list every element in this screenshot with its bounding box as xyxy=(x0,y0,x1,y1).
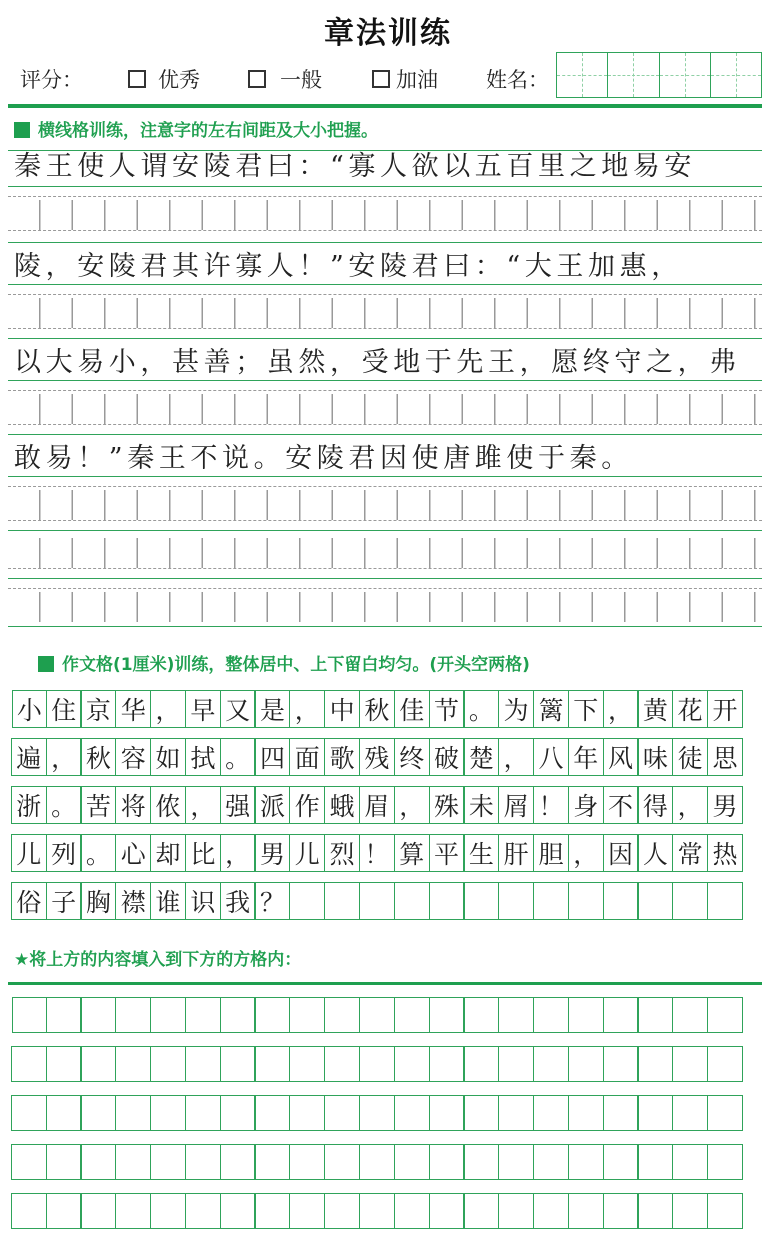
grid-cell: 拭 xyxy=(185,738,221,776)
section2-heading-text: 作文格(1厘米)训练，整体居中、上下留白均匀。(开头空两格) xyxy=(62,655,530,675)
composition-grid xyxy=(12,690,743,920)
blank-grid-cell[interactable] xyxy=(254,1095,290,1131)
blank-grid-cell[interactable] xyxy=(359,1144,395,1180)
blank-grid-cell[interactable] xyxy=(12,997,47,1033)
grid-cell: 小 xyxy=(12,690,47,728)
name-input-grid[interactable] xyxy=(556,52,762,98)
blank-grid-cell[interactable] xyxy=(637,1193,673,1229)
grid-cell: 因 xyxy=(603,834,639,872)
name-cell[interactable] xyxy=(711,53,761,97)
grid-cell: ， xyxy=(498,738,534,776)
grid-cell: 胸 xyxy=(80,882,116,920)
grid-cell: 遍 xyxy=(11,738,47,776)
blank-grid-cell[interactable] xyxy=(498,1095,534,1131)
blank-grid-cell[interactable] xyxy=(707,997,743,1033)
grid-cell: 比 xyxy=(185,834,221,872)
blank-grid-cell[interactable] xyxy=(463,1193,499,1229)
blank-grid-cell[interactable] xyxy=(707,1046,743,1082)
grid-cell: 楚 xyxy=(463,738,499,776)
grid-cell: 殊 xyxy=(429,786,465,824)
grid-cell: 儿 xyxy=(289,834,325,872)
blank-grid-cell[interactable] xyxy=(289,1144,325,1180)
grid-cell: 歌 xyxy=(324,738,360,776)
blank-grid-cell[interactable] xyxy=(115,1144,151,1180)
blank-grid-cell[interactable] xyxy=(672,1193,708,1229)
option-try-harder: 加油 xyxy=(396,68,438,92)
grid-cell: 儿 xyxy=(11,834,47,872)
blank-grid-cell[interactable] xyxy=(289,1046,325,1082)
grid-cell: 是 xyxy=(254,690,290,728)
blank-grid-cell[interactable] xyxy=(11,1046,47,1082)
blank-grid-cell[interactable] xyxy=(115,1095,151,1131)
blank-grid-cell[interactable] xyxy=(324,1144,360,1180)
blank-grid-cell[interactable] xyxy=(185,1144,221,1180)
blank-grid-cell[interactable] xyxy=(637,1046,673,1082)
blank-grid-cell[interactable] xyxy=(394,1095,430,1131)
grid-cell: 男 xyxy=(254,834,290,872)
grid-cell: 肝 xyxy=(498,834,534,872)
grid-cell: 浙 xyxy=(11,786,47,824)
blank-grid-cell[interactable] xyxy=(324,1193,360,1229)
blank-grid-cell[interactable] xyxy=(220,997,256,1033)
tick-guide xyxy=(8,298,762,328)
grid-cell: 侬 xyxy=(150,786,186,824)
grid-cell: 人 xyxy=(637,834,673,872)
grid-cell: 算 xyxy=(394,834,430,872)
grid-cell: ！ xyxy=(359,834,395,872)
grid-cell: 早 xyxy=(185,690,221,728)
blank-grid-cell[interactable] xyxy=(254,1144,290,1180)
grid-cell: 将 xyxy=(115,786,151,824)
name-cell[interactable] xyxy=(557,53,608,97)
grid-cell: 中 xyxy=(324,690,360,728)
grid-cell: 襟 xyxy=(115,882,151,920)
grid-cell: ， xyxy=(150,690,186,728)
section1-heading-text: 横线格训练，注意字的左右间距及大小把握。 xyxy=(38,121,378,141)
blank-grid-cell[interactable] xyxy=(533,1144,569,1180)
grid-cell: 佳 xyxy=(394,690,430,728)
grid-cell: 烈 xyxy=(324,834,360,872)
grid-cell xyxy=(463,882,499,920)
grid-cell: 眉 xyxy=(359,786,395,824)
grid-cell: 徒 xyxy=(672,738,708,776)
grid-cell: 风 xyxy=(603,738,639,776)
blank-grid-cell[interactable] xyxy=(429,1193,465,1229)
blank-grid-cell[interactable] xyxy=(220,1144,256,1180)
blank-grid-cell[interactable] xyxy=(359,1095,395,1131)
grid-cell: ， xyxy=(220,834,256,872)
blank-grid-cell[interactable] xyxy=(46,1193,82,1229)
blank-grid-cell[interactable] xyxy=(429,997,465,1033)
option-average: 一般 xyxy=(280,68,322,92)
blank-grid-cell[interactable] xyxy=(533,997,569,1033)
grid-cell: ， xyxy=(672,786,708,824)
blank-grid-cell[interactable] xyxy=(115,1046,151,1082)
tick-guide xyxy=(8,490,762,520)
grid-cell: 不 xyxy=(603,786,639,824)
blank-grid-cell[interactable] xyxy=(150,997,186,1033)
blank-grid-cell[interactable] xyxy=(568,1193,604,1229)
blank-grid-cell[interactable] xyxy=(533,1046,569,1082)
grid-cell: 强 xyxy=(220,786,256,824)
grid-cell: 破 xyxy=(429,738,465,776)
tick-guide xyxy=(8,200,762,230)
blank-grid-cell[interactable] xyxy=(254,1046,290,1082)
blank-grid-cell[interactable] xyxy=(185,1095,221,1131)
grid-cell: 子 xyxy=(46,882,82,920)
section2-heading xyxy=(38,650,530,675)
grid-cell xyxy=(672,882,708,920)
blank-grid-cell[interactable] xyxy=(637,1095,673,1131)
blank-grid-cell[interactable] xyxy=(603,1144,639,1180)
grid-cell: 容 xyxy=(115,738,151,776)
grid-cell: 下 xyxy=(568,690,604,728)
blank-grid-cell[interactable] xyxy=(672,1144,708,1180)
blank-grid-cell[interactable] xyxy=(150,1193,186,1229)
grid-cell: 面 xyxy=(289,738,325,776)
grid-cell: 屑 xyxy=(498,786,534,824)
grid-cell: 终 xyxy=(394,738,430,776)
grid-cell: ， xyxy=(603,690,639,728)
section1-heading xyxy=(14,116,378,141)
grid-cell: 。 xyxy=(220,738,256,776)
blank-grid-cell[interactable] xyxy=(289,1095,325,1131)
blank-grid-cell[interactable] xyxy=(46,997,82,1033)
grid-cell: 。 xyxy=(80,834,116,872)
blank-grid-cell[interactable] xyxy=(533,1095,569,1131)
grid-cell xyxy=(359,882,395,920)
grid-cell: 心 xyxy=(115,834,151,872)
blank-grid-cell[interactable] xyxy=(359,1046,395,1082)
blank-grid-cell[interactable] xyxy=(80,997,116,1033)
grid-cell: 秋 xyxy=(359,690,395,728)
grid-cell xyxy=(707,882,743,920)
grid-cell: 。 xyxy=(46,786,82,824)
blank-grid-cell[interactable] xyxy=(463,997,499,1033)
blank-grid-cell[interactable] xyxy=(603,1193,639,1229)
grid-cell: 却 xyxy=(150,834,186,872)
grid-cell: 谁 xyxy=(150,882,186,920)
grid-cell: 住 xyxy=(46,690,82,728)
grid-cell: ， xyxy=(46,738,82,776)
blank-grid-cell[interactable] xyxy=(394,997,430,1033)
grid-cell: 八 xyxy=(533,738,569,776)
blank-grid-cell[interactable] xyxy=(568,1095,604,1131)
grid-cell: 残 xyxy=(359,738,395,776)
grid-cell: 生 xyxy=(463,834,499,872)
grid-cell: 黄 xyxy=(637,690,673,728)
grid-cell: 胆 xyxy=(533,834,569,872)
grid-cell: 。 xyxy=(463,690,499,728)
blank-grid-cell[interactable] xyxy=(359,1193,395,1229)
grid-cell: 热 xyxy=(707,834,743,872)
blank-grid-cell[interactable] xyxy=(394,1046,430,1082)
name-cell[interactable] xyxy=(608,53,659,97)
grid-cell: 平 xyxy=(429,834,465,872)
blank-grid-cell[interactable] xyxy=(220,1095,256,1131)
divider xyxy=(8,104,762,108)
blank-grid-cell[interactable] xyxy=(46,1144,82,1180)
grid-cell xyxy=(568,882,604,920)
blank-grid-cell[interactable] xyxy=(672,997,708,1033)
grid-cell: 花 xyxy=(672,690,708,728)
blank-grid-cell[interactable] xyxy=(498,1046,534,1082)
grid-cell: 四 xyxy=(254,738,290,776)
grid-cell: 开 xyxy=(707,690,743,728)
grid-cell: ！ xyxy=(533,786,569,824)
blank-grid-cell[interactable] xyxy=(603,1046,639,1082)
grid-cell: 列 xyxy=(46,834,82,872)
blank-grid-cell[interactable] xyxy=(394,1144,430,1180)
grid-cell: 男 xyxy=(707,786,743,824)
blank-grid-cell[interactable] xyxy=(707,1144,743,1180)
blank-grid xyxy=(12,997,743,1229)
blank-grid-cell[interactable] xyxy=(359,997,395,1033)
blank-grid-cell[interactable] xyxy=(463,1046,499,1082)
grid-cell: 节 xyxy=(429,690,465,728)
checkbox-try-harder[interactable] xyxy=(372,70,390,88)
blank-grid-cell[interactable] xyxy=(637,1144,673,1180)
blank-grid-cell[interactable] xyxy=(254,1193,290,1229)
grid-cell: ？ xyxy=(254,882,290,920)
blank-grid-cell[interactable] xyxy=(254,997,290,1033)
practice-line: 秦王使人谓安陵君曰：“寡人欲以五百里之地易安 xyxy=(14,151,697,182)
tick-guide xyxy=(8,592,762,622)
option-excellent: 优秀 xyxy=(158,68,200,92)
checkbox-average[interactable] xyxy=(248,70,266,88)
grid-cell: 俗 xyxy=(11,882,47,920)
blank-grid-cell[interactable] xyxy=(115,1193,151,1229)
grid-cell: 篱 xyxy=(533,690,569,728)
grid-cell: 秋 xyxy=(80,738,116,776)
grid-cell: 派 xyxy=(254,786,290,824)
blank-grid-cell[interactable] xyxy=(498,997,534,1033)
blank-grid-cell[interactable] xyxy=(80,1144,116,1180)
grid-cell: 年 xyxy=(568,738,604,776)
blank-grid-cell[interactable] xyxy=(46,1095,82,1131)
blank-grid-cell[interactable] xyxy=(289,1193,325,1229)
grid-cell: 作 xyxy=(289,786,325,824)
blank-grid-cell[interactable] xyxy=(463,1095,499,1131)
blank-grid-cell[interactable] xyxy=(185,997,221,1033)
blank-grid-cell[interactable] xyxy=(80,1046,116,1082)
square-bullet-icon xyxy=(38,656,54,672)
grid-cell: ， xyxy=(289,690,325,728)
square-bullet-icon xyxy=(14,122,30,138)
grid-cell: 如 xyxy=(150,738,186,776)
grid-cell: 思 xyxy=(707,738,743,776)
blank-grid-cell[interactable] xyxy=(603,1095,639,1131)
blank-grid-cell[interactable] xyxy=(289,997,325,1033)
blank-grid-cell[interactable] xyxy=(637,997,673,1033)
blank-grid-cell[interactable] xyxy=(707,1193,743,1229)
grid-cell xyxy=(394,882,430,920)
blank-grid-cell[interactable] xyxy=(46,1046,82,1082)
blank-grid-cell[interactable] xyxy=(11,1144,47,1180)
grid-cell: 识 xyxy=(185,882,221,920)
blank-grid-cell[interactable] xyxy=(603,997,639,1033)
blank-grid-cell[interactable] xyxy=(672,1095,708,1131)
blank-grid-cell[interactable] xyxy=(80,1193,116,1229)
blank-grid-cell[interactable] xyxy=(115,997,151,1033)
blank-grid-cell[interactable] xyxy=(324,1095,360,1131)
grid-cell: ， xyxy=(394,786,430,824)
grid-cell xyxy=(637,882,673,920)
blank-grid-cell[interactable] xyxy=(429,1095,465,1131)
score-label: 评分： xyxy=(20,68,83,92)
blank-grid-cell[interactable] xyxy=(185,1193,221,1229)
tick-guide xyxy=(8,394,762,424)
blank-grid-cell[interactable] xyxy=(568,1144,604,1180)
grid-cell: 为 xyxy=(498,690,534,728)
blank-grid-cell[interactable] xyxy=(429,1144,465,1180)
blank-grid-cell[interactable] xyxy=(11,1095,47,1131)
name-cell[interactable] xyxy=(660,53,711,97)
horizontal-line-practice xyxy=(8,150,762,630)
practice-line: 以大易小，甚善；虽然，受地于先王，愿终守之，弗 xyxy=(14,347,741,378)
grid-cell: 又 xyxy=(220,690,256,728)
blank-grid-cell[interactable] xyxy=(324,1046,360,1082)
section3-heading: ★将上方的内容填入到下方的方格内： xyxy=(14,950,302,970)
page-title: 章法训练 xyxy=(324,16,452,51)
grid-cell: 我 xyxy=(220,882,256,920)
grid-cell: 身 xyxy=(568,786,604,824)
grid-cell xyxy=(603,882,639,920)
checkbox-excellent[interactable] xyxy=(128,70,146,88)
tick-guide xyxy=(8,538,762,568)
grid-cell: 蛾 xyxy=(324,786,360,824)
grid-cell: 苦 xyxy=(80,786,116,824)
blank-grid-cell[interactable] xyxy=(150,1046,186,1082)
divider xyxy=(8,982,762,985)
blank-grid-cell[interactable] xyxy=(707,1095,743,1131)
grid-cell: 未 xyxy=(463,786,499,824)
grid-cell: 得 xyxy=(637,786,673,824)
grid-cell: ， xyxy=(568,834,604,872)
blank-grid-cell[interactable] xyxy=(498,1144,534,1180)
blank-grid-cell[interactable] xyxy=(463,1144,499,1180)
grid-cell xyxy=(324,882,360,920)
grid-cell xyxy=(289,882,325,920)
grid-cell xyxy=(498,882,534,920)
blank-grid-cell[interactable] xyxy=(324,997,360,1033)
blank-grid-cell[interactable] xyxy=(568,997,604,1033)
blank-grid-cell[interactable] xyxy=(498,1193,534,1229)
blank-grid-cell[interactable] xyxy=(429,1046,465,1082)
blank-grid-cell[interactable] xyxy=(533,1193,569,1229)
blank-grid-cell[interactable] xyxy=(150,1095,186,1131)
grid-cell xyxy=(533,882,569,920)
blank-grid-cell[interactable] xyxy=(11,1193,47,1229)
practice-line: 敢易！”秦王不说。安陵君因使唐雎使于秦。 xyxy=(14,443,633,474)
name-label: 姓名： xyxy=(486,68,549,92)
blank-grid-cell[interactable] xyxy=(220,1046,256,1082)
blank-grid-cell[interactable] xyxy=(568,1046,604,1082)
grid-cell: 常 xyxy=(672,834,708,872)
practice-line: 陵，安陵君其许寡人！”安陵君曰：“大王加惠， xyxy=(14,251,683,282)
grid-cell: 京 xyxy=(80,690,116,728)
blank-grid-cell[interactable] xyxy=(80,1095,116,1131)
blank-grid-cell[interactable] xyxy=(394,1193,430,1229)
blank-grid-cell[interactable] xyxy=(672,1046,708,1082)
blank-grid-cell[interactable] xyxy=(220,1193,256,1229)
grid-cell: ， xyxy=(185,786,221,824)
grid-cell: 味 xyxy=(637,738,673,776)
blank-grid-cell[interactable] xyxy=(150,1144,186,1180)
blank-grid-cell[interactable] xyxy=(185,1046,221,1082)
grid-cell xyxy=(429,882,465,920)
grid-cell: 华 xyxy=(115,690,151,728)
